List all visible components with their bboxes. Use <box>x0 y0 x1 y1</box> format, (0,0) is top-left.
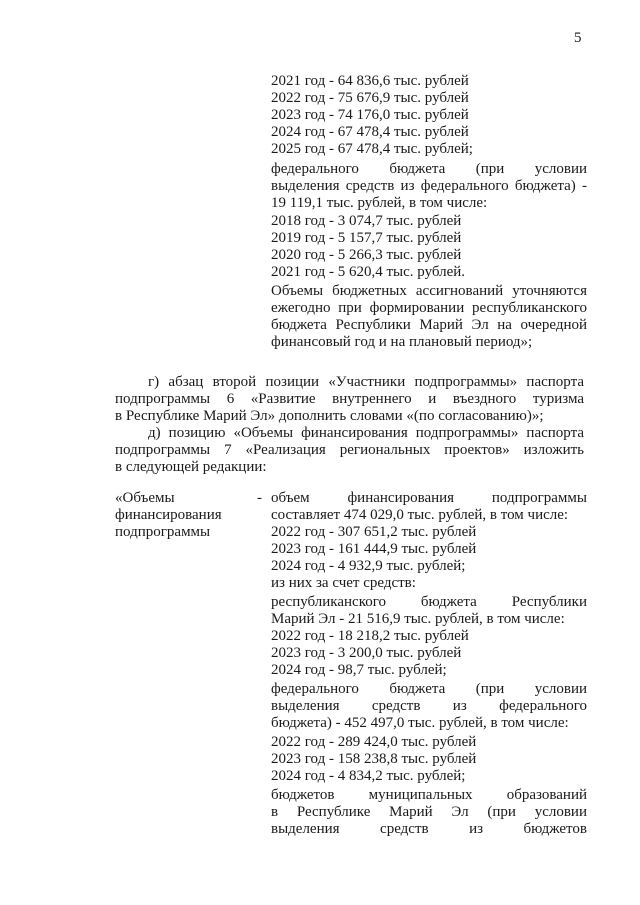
page-number: 5 <box>574 30 582 46</box>
label-line: финансирования <box>115 507 222 523</box>
separator-dash: - <box>257 490 262 506</box>
text-line: 2025 год - 67 478,4 тыс. рублей; <box>271 141 473 157</box>
label-line: подпрограммы <box>115 524 211 540</box>
text-line: подпрограммы 6 «Развитие внутреннего и въездного туризма <box>115 391 584 407</box>
text-line: 2024 год - 67 478,4 тыс. рублей <box>271 124 469 140</box>
text-line: 2022 год - 307 651,2 тыс. рублей <box>271 524 477 540</box>
text-line: 2020 год - 5 266,3 тыс. рублей <box>271 247 462 263</box>
text-line: в Республике Марий Эл» дополнить словами «(по согласованию)»; <box>115 408 544 424</box>
text-line: подпрограммы 7 «Реализация региональных проектов» изложить <box>115 442 584 458</box>
text-line: 2024 год - 4 932,9 тыс. рублей; <box>271 558 466 574</box>
text-line: Объемы бюджетных ассигнований уточняются <box>271 283 587 299</box>
text-line: Марий Эл - 21 516,9 тыс. рублей, в том числе: <box>271 611 565 627</box>
text-line: бюджета) - 452 497,0 тыс. рублей, в том числе: <box>271 715 569 731</box>
text-line: 2023 год - 3 200,0 тыс. рублей <box>271 645 462 661</box>
text-line: в Республике Марий Эл (при условии <box>271 804 587 820</box>
text-line: г) абзац второй позиции «Участники подпрограммы» паспорта <box>148 374 584 390</box>
text-line: д) позицию «Объемы финансирования подпрограммы» паспорта <box>148 425 584 441</box>
text-line: выделения средств из федерального бюджета) - <box>271 178 587 194</box>
text-line: из них за счет средств: <box>271 575 416 591</box>
text-line: республиканского бюджета Республики <box>271 594 587 610</box>
text-line: 2023 год - 158 238,8 тыс. рублей <box>271 751 477 767</box>
text-line: 2021 год - 5 620,4 тыс. рублей. <box>271 264 466 280</box>
text-line: ежегодно при формировании республиканского <box>271 300 587 316</box>
label-line: «Объемы <box>115 490 175 506</box>
text-line: бюджетов муниципальных образований <box>271 787 587 803</box>
text-line: выделения средств из федерального <box>271 698 587 714</box>
text-line: 2024 год - 98,7 тыс. рублей; <box>271 662 447 678</box>
text-line: составляет 474 029,0 тыс. рублей, в том числе: <box>271 507 569 523</box>
text-line: 2022 год - 75 676,9 тыс. рублей <box>271 90 469 106</box>
text-line: 2022 год - 18 218,2 тыс. рублей <box>271 628 469 644</box>
text-line: 2023 год - 74 176,0 тыс. рублей <box>271 107 469 123</box>
text-line: 2018 год - 3 074,7 тыс. рублей <box>271 213 462 229</box>
text-line: 2023 год - 161 444,9 тыс. рублей <box>271 541 477 557</box>
text-line: финансовый год и на плановый период»; <box>271 334 533 350</box>
text-line: федерального бюджета (при условии <box>271 681 587 697</box>
text-line: в следующей редакции: <box>115 459 267 475</box>
text-line: объем финансирования подпрограммы <box>271 490 587 506</box>
text-line: бюджета Республики Марий Эл на очередной <box>271 317 587 333</box>
text-line: выделения средств из бюджетов <box>271 821 587 837</box>
text-line: 19 119,1 тыс. рублей, в том числе: <box>271 195 488 211</box>
text-line: 2019 год - 5 157,7 тыс. рублей <box>271 230 462 246</box>
text-line: федерального бюджета (при условии <box>271 161 587 177</box>
text-line: 2024 год - 4 834,2 тыс. рублей; <box>271 768 466 784</box>
text-line: 2021 год - 64 836,6 тыс. рублей <box>271 73 469 89</box>
text-line: 2022 год - 289 424,0 тыс. рублей <box>271 734 477 750</box>
